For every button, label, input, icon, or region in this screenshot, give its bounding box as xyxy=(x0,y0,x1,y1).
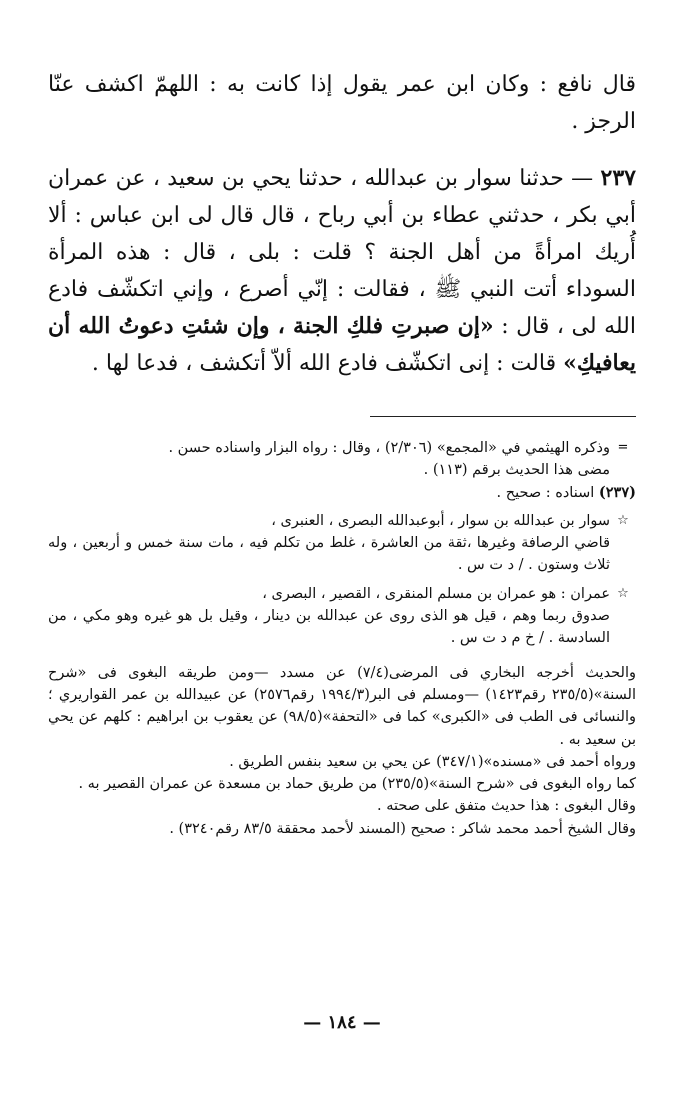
footnote-label: (٢٣٧) xyxy=(598,483,636,501)
hadith-text-b: قالت : إنى اتكشّف فادع الله ألاّ أتكشف ، فدعا لها . xyxy=(91,351,564,376)
footnote-line: عمران : هو عمران بن مسلم المنقرى ، القصير ، البصرى ، xyxy=(262,585,610,602)
footnotes xyxy=(48,437,636,840)
star-icon: ☆ xyxy=(617,585,629,601)
footnote-narrator-sawwar xyxy=(48,510,636,577)
footnote-line: ورواه أحمد فى «مسنده»(٣٤٧/١) عن يحي بن سعيد بنفس الطريق . xyxy=(229,753,636,770)
main-text xyxy=(48,66,636,382)
hadith-text-a: — حدثنا سوار بن عبدالله ، حدثنا يحي بن سعيد ، عن عمران أبي بكر ، حدثني عطاء بن أبي رباح ، قال قال لى ابن عباس : ألا أُريك امرأةً من أهل الجنة ؟ قلت : بلى ، قال : هذه المرأة السوداء أتت النبي ﷺ ، فقالت : إنّي أصرع ، وإني اتكشّف فادع الله لى ، قال : xyxy=(48,166,636,339)
page-number: — ١٨٤ — xyxy=(303,1012,381,1033)
footnote-line: كما رواه البغوى فى «شرح السنة»(٢٣٥/٥) من طريق حماد بن مسعدة عن عمران القصير به . xyxy=(78,776,636,793)
footnote-narrator-imran xyxy=(48,583,636,650)
footnote-line: وقال الشيخ أحمد محمد شاكر : صحيح (المسند لأحمد محققة ٨٣/٥ رقم٣٢٤٠) . xyxy=(169,820,636,837)
star-icon: ☆ xyxy=(617,512,629,528)
footnote-line xyxy=(48,482,636,504)
paragraph-nafi: قال نافع : وكان ابن عمر يقول إذا كانت به : اللهمّ اكشف عنّا الرجز . xyxy=(48,72,636,134)
footnote-takhrij xyxy=(48,662,636,840)
page-body xyxy=(48,66,636,840)
footnote-line: وقال البغوى : هذا حديث متفق على صحته . xyxy=(377,798,636,815)
footnote-line: وذكره الهيثمي في «المجمع» (٢/٣٠٦) ، وقال : رواه البزار واسناده حسن . xyxy=(168,440,610,456)
footnote-line: والحديث أخرجه البخاري فى المرضى(٧/٤) عن مسدد —ومن طريقه البغوى فى «شرح السنة»(٢٣٥/٥ رقم١٤٢٣) —ومسلم فى البر(١٩٩٤/٣ رقم٢٥٧٦) عن عبيدالله بن عمر القواريري ؛ والنسائى فى الطب فى «الكبرى» كما فى «التحفة»(٩٨/٥) عن يعقوب بن ابراهيم : كلهم عن يحي بن سعيد به . xyxy=(48,664,636,748)
footnote-line: مضى هذا الحديث برقم (١١٣) . xyxy=(423,462,610,479)
footnote-divider xyxy=(370,416,636,417)
hadith-paragraph xyxy=(48,160,636,382)
hadith-number: ٢٣٧ xyxy=(600,165,636,191)
footnote-isnad-verdict: اسناده : صحيح . xyxy=(496,484,595,501)
footnote-237 xyxy=(48,482,636,504)
footnote-continued xyxy=(48,437,636,482)
footnote-line: صدوق ربما وهم ، قيل هو الذى روى عن عبدالله بن دينار ، وقيل بل هو غيره وهو مكي ، من السادسة . / خ م د ت س . xyxy=(48,608,610,647)
footnote-line: سوار بن عبدالله بن سوار ، أبوعبدالله البصرى ، العنبرى ، xyxy=(271,512,610,529)
footnote-line: قاضي الرصافة وغيرها ،ثقة من العاشرة ، غلط من تكلم فيه ، مات سنة خمس و أربعين ، وله ثلاث وستون . / د ت س . xyxy=(48,535,610,574)
hadith-prophet-quote: «إن صبرتِ فلكِ الجنة ، وإن شئتِ دعوتُ الله أن يعافيكِ» xyxy=(48,313,636,376)
continuation-mark: = xyxy=(617,440,629,455)
